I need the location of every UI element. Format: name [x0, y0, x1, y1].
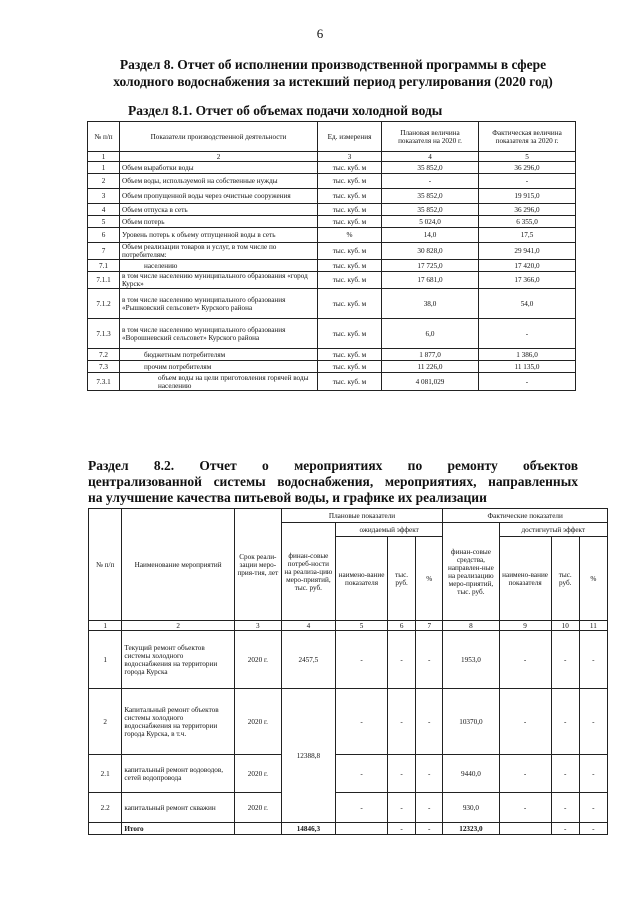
row-fact-value: - — [479, 174, 576, 189]
row-plan-finance: 2457,5 — [281, 631, 335, 689]
header-expected-indicator-name: наимено-вание показателя — [335, 537, 387, 621]
header-num: № п/п — [89, 509, 122, 621]
total-expected-percent: - — [416, 823, 443, 835]
column-number: 7 — [416, 621, 443, 631]
row-fact-value: 36 296,0 — [479, 162, 576, 174]
row-unit: тыс. куб. м — [318, 243, 382, 260]
column-number: 1 — [88, 152, 120, 162]
header-fact: Фактическая величина показателя за 2020 г. — [479, 122, 576, 152]
column-numbers-row — [89, 621, 608, 631]
column-number: 3 — [318, 152, 382, 162]
row-indicator: населению — [120, 260, 318, 272]
column-number: 4 — [281, 621, 335, 631]
row-expected-rub: - — [388, 755, 416, 793]
row-indicator: в том числе населению муниципального образования «Рышковский сельсовет» Курского района — [120, 289, 318, 319]
column-number: 4 — [382, 152, 479, 162]
water-supply-volumes-table — [87, 121, 576, 391]
total-achieved-rub: - — [551, 823, 579, 835]
row-unit: тыс. куб. м — [318, 189, 382, 204]
row-fact-value: 29 941,0 — [479, 243, 576, 260]
row-number: 4 — [88, 204, 120, 216]
row-plan-value: 14,0 — [382, 228, 479, 243]
row-unit: тыс. куб. м — [318, 204, 382, 216]
row-number: 7.1.2 — [88, 289, 120, 319]
table-row — [88, 272, 576, 289]
row-unit: тыс. куб. м — [318, 289, 382, 319]
row-plan-value: 11 226,0 — [382, 361, 479, 373]
row-number: 7.1.1 — [88, 272, 120, 289]
row-fact-value: 11 135,0 — [479, 361, 576, 373]
table-row — [88, 216, 576, 228]
row-expected-rub: - — [388, 793, 416, 823]
header-unit: Ед. измерения — [318, 122, 382, 152]
row-indicator: прочим потребителям — [120, 361, 318, 373]
row-achieved-rub: - — [551, 689, 579, 755]
header-name: Наименование мероприятий — [122, 509, 235, 621]
header-term: Срок реали-зации меро-прия-тия, лет — [234, 509, 281, 621]
row-plan-finance: 12388,8 — [281, 689, 335, 823]
row-achieved-indicator: - — [499, 755, 551, 793]
row-unit: тыс. куб. м — [318, 260, 382, 272]
row-number: 2.2 — [89, 793, 122, 823]
row-fact-value: 54,0 — [479, 289, 576, 319]
total-empty-expected-indicator — [335, 823, 387, 835]
row-unit: тыс. куб. м — [318, 216, 382, 228]
column-number: 3 — [234, 621, 281, 631]
total-empty-num — [89, 823, 122, 835]
row-achieved-rub: - — [551, 631, 579, 689]
row-fact-finance: 10370,0 — [443, 689, 499, 755]
table-row — [88, 243, 576, 260]
header-expected-rub: тыс. руб. — [388, 537, 416, 621]
row-number: 1 — [88, 162, 120, 174]
row-plan-value: 30 828,0 — [382, 243, 479, 260]
header-achieved-rub: тыс. руб. — [551, 537, 579, 621]
row-plan-value: 17 681,0 — [382, 272, 479, 289]
row-indicator: Объем реализации товаров и услуг, в том числе по потребителям: — [120, 243, 318, 260]
header-indicator: Показатели производственной деятельности — [120, 122, 318, 152]
row-number: 5 — [88, 216, 120, 228]
table-row — [89, 689, 608, 755]
row-fact-finance: 1953,0 — [443, 631, 499, 689]
table-row — [88, 189, 576, 204]
table-row — [88, 373, 576, 391]
column-number: 2 — [120, 152, 318, 162]
section-title-line-1: Раздел 8. Отчет об исполнении производственной программы в сфере — [119, 57, 547, 72]
column-number: 1 — [89, 621, 122, 631]
column-number: 2 — [122, 621, 235, 631]
row-plan-value: 1 877,0 — [382, 349, 479, 361]
row-unit: тыс. куб. м — [318, 361, 382, 373]
table-header-row — [89, 509, 608, 523]
column-number: 5 — [335, 621, 387, 631]
row-achieved-percent: - — [579, 631, 607, 689]
row-unit: % — [318, 228, 382, 243]
section-title-line-2: холодного водоснабжения за истекший период регулирования (2020 год) — [113, 74, 553, 89]
subsection-2-title-line-3: на улучшение качества питьевой воды, и графике их реализации — [88, 490, 487, 505]
total-expected-rub: - — [388, 823, 416, 835]
row-indicator: Объем пропущенной воды через очистные сооружения — [120, 189, 318, 204]
total-achieved-percent: - — [579, 823, 607, 835]
table-row — [88, 162, 576, 174]
row-fact-value: 17,5 — [479, 228, 576, 243]
row-expected-percent: - — [416, 793, 443, 823]
row-expected-percent: - — [416, 689, 443, 755]
header-plan-finance: финан-совые потреб-ности на реализа-цию меро-приятий, тыс. руб. — [281, 523, 335, 621]
row-number: 6 — [88, 228, 120, 243]
row-number: 7.1.3 — [88, 319, 120, 349]
column-number: 8 — [443, 621, 499, 631]
header-plan-group: Плановые показатели — [281, 509, 443, 523]
header-achieved-indicator-name: наимено-вание показателя — [499, 537, 551, 621]
row-unit: тыс. куб. м — [318, 373, 382, 391]
total-plan-finance: 14846,3 — [281, 823, 335, 835]
row-plan-value: 4 081,029 — [382, 373, 479, 391]
row-plan-value: 17 725,0 — [382, 260, 479, 272]
row-indicator: Уровень потерь к объему отпущенной воды в сеть — [120, 228, 318, 243]
table-row — [88, 260, 576, 272]
row-indicator: Объем выработки воды — [120, 162, 318, 174]
row-indicator: в том числе населению муниципального образования «Ворошневский сельсовет» Курского района — [120, 319, 318, 349]
row-achieved-percent: - — [579, 689, 607, 755]
total-fact-finance: 12323,0 — [443, 823, 499, 835]
row-measure-name: Текущий ремонт объектов системы холодного водоснабжения на территории города Курска — [122, 631, 235, 689]
row-plan-value: 35 852,0 — [382, 162, 479, 174]
row-term: 2020 г. — [234, 755, 281, 793]
header-fact-group: Фактические показатели — [443, 509, 608, 523]
total-empty-achieved-indicator — [499, 823, 551, 835]
total-row — [89, 823, 608, 835]
row-fact-value: - — [479, 319, 576, 349]
row-plan-value: 35 852,0 — [382, 189, 479, 204]
row-expected-indicator: - — [335, 793, 387, 823]
table-row — [88, 349, 576, 361]
row-measure-name: капитальный ремонт скважин — [122, 793, 235, 823]
table-row — [88, 174, 576, 189]
row-fact-value: 17 366,0 — [479, 272, 576, 289]
column-number: 10 — [551, 621, 579, 631]
row-plan-value: 38,0 — [382, 289, 479, 319]
column-numbers-row — [88, 152, 576, 162]
header-expected-effect: ожидаемый эффект — [335, 523, 442, 537]
table-row — [88, 204, 576, 216]
row-measure-name: капитальный ремонт водоводов, сетей водопровода — [122, 755, 235, 793]
row-term: 2020 г. — [234, 631, 281, 689]
table-row — [89, 793, 608, 823]
table-row — [89, 631, 608, 689]
row-fact-finance: 930,0 — [443, 793, 499, 823]
row-expected-rub: - — [388, 689, 416, 755]
header-fact-finance: финан-совые средства, направлен-ные на реализацию меро-приятий, тыс. руб. — [443, 523, 499, 621]
row-term: 2020 г. — [234, 793, 281, 823]
row-fact-value: 17 420,0 — [479, 260, 576, 272]
subsection-2-title-line-1: Раздел 8.2. Отчет о мероприятиях по ремонту объектов — [88, 458, 578, 473]
header-expected-percent: % — [416, 537, 443, 621]
row-term: 2020 г. — [234, 689, 281, 755]
row-expected-percent: - — [416, 755, 443, 793]
row-unit: тыс. куб. м — [318, 319, 382, 349]
row-number: 7.3.1 — [88, 373, 120, 391]
row-indicator: объем воды на цели приготовления горячей воды населению — [120, 373, 318, 391]
row-number: 3 — [88, 189, 120, 204]
row-number: 2 — [88, 174, 120, 189]
table-row — [88, 289, 576, 319]
page-number: 6 — [316, 26, 324, 41]
row-unit: тыс. куб. м — [318, 174, 382, 189]
row-number: 7.1 — [88, 260, 120, 272]
total-label: Итого — [122, 823, 235, 835]
header-achieved-percent: % — [579, 537, 607, 621]
row-number: 7 — [88, 243, 120, 260]
header-plan: Плановая величина показателя на 2020 г. — [382, 122, 479, 152]
table-row — [88, 319, 576, 349]
row-achieved-indicator: - — [499, 689, 551, 755]
row-achieved-indicator: - — [499, 793, 551, 823]
row-indicator: Объем отпуска в сеть — [120, 204, 318, 216]
row-achieved-rub: - — [551, 793, 579, 823]
row-plan-value: 5 024,0 — [382, 216, 479, 228]
repair-measures-table — [88, 508, 608, 835]
header-achieved-effect: достигнутый эффект — [499, 523, 607, 537]
total-empty-term — [234, 823, 281, 835]
row-fact-finance: 9440,0 — [443, 755, 499, 793]
table-row — [89, 755, 608, 793]
row-unit: тыс. куб. м — [318, 272, 382, 289]
row-measure-name: Капитальный ремонт объектов системы холодного водоснабжения на территории города Курска, в т.ч. — [122, 689, 235, 755]
table-row — [88, 228, 576, 243]
row-achieved-rub: - — [551, 755, 579, 793]
row-indicator: бюджетным потребителям — [120, 349, 318, 361]
subsection-1-title: Раздел 8.1. Отчет об объемах подачи холодной воды — [128, 103, 443, 118]
row-achieved-indicator: - — [499, 631, 551, 689]
row-expected-indicator: - — [335, 755, 387, 793]
row-fact-value: 36 296,0 — [479, 204, 576, 216]
row-fact-value: - — [479, 373, 576, 391]
row-plan-value: 6,0 — [382, 319, 479, 349]
row-achieved-percent: - — [579, 793, 607, 823]
table-row — [88, 361, 576, 373]
row-number: 2 — [89, 689, 122, 755]
row-fact-value: 1 386,0 — [479, 349, 576, 361]
row-plan-value: - — [382, 174, 479, 189]
row-fact-value: 6 355,0 — [479, 216, 576, 228]
row-indicator: в том числе населению муниципального образования «город Курск» — [120, 272, 318, 289]
row-fact-value: 19 915,0 — [479, 189, 576, 204]
row-plan-value: 35 852,0 — [382, 204, 479, 216]
subsection-2-title — [88, 458, 578, 506]
column-number: 11 — [579, 621, 607, 631]
subsection-2-title-line-2: централизованной системы водоснабжения, мероприятиях, направленных — [88, 474, 578, 489]
header-num: № п/п — [88, 122, 120, 152]
row-expected-indicator: - — [335, 631, 387, 689]
section-title — [88, 56, 578, 90]
column-number: 6 — [388, 621, 416, 631]
column-number: 5 — [479, 152, 576, 162]
row-number: 7.3 — [88, 361, 120, 373]
row-expected-percent: - — [416, 631, 443, 689]
table-header-row — [88, 122, 576, 152]
row-achieved-percent: - — [579, 755, 607, 793]
column-number: 9 — [499, 621, 551, 631]
row-number: 1 — [89, 631, 122, 689]
row-number: 7.2 — [88, 349, 120, 361]
row-unit: тыс. куб. м — [318, 349, 382, 361]
row-number: 2.1 — [89, 755, 122, 793]
row-unit: тыс. куб. м — [318, 162, 382, 174]
row-indicator: Объем воды, используемой на собственные нужды — [120, 174, 318, 189]
row-expected-rub: - — [388, 631, 416, 689]
row-expected-indicator: - — [335, 689, 387, 755]
row-indicator: Объем потерь — [120, 216, 318, 228]
